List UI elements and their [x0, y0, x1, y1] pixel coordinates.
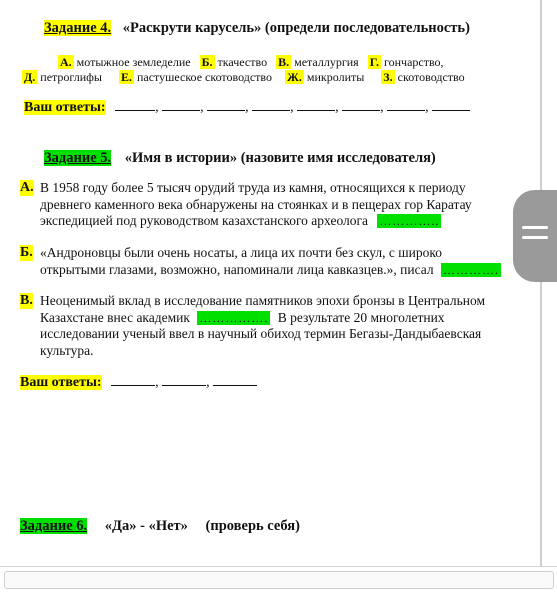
item-a-line: экспедицией под руководством казахстанского археолога [40, 213, 369, 228]
menu-line [522, 236, 548, 239]
task5-answers: Ваш ответы: , , [20, 375, 257, 391]
item-a-answer-blank[interactable]: ………….. [379, 214, 440, 228]
task4-title: «Раскрути карусель» (определи последовательность) [122, 20, 470, 36]
bottom-input-field[interactable] [4, 571, 554, 589]
item-c-line: Казахстане внес академик [40, 309, 190, 325]
answer-blank[interactable] [111, 385, 155, 386]
option-text-zh: микролиты [306, 70, 365, 84]
item-b-line: «Андроновцы были очень носаты, а лица их почти без скул, с широко [40, 245, 443, 260]
item-c-letter: В. [20, 293, 33, 308]
option-letter-zh: Ж. [287, 70, 302, 84]
item-b-answer-blank[interactable]: …………. [443, 262, 500, 277]
option-text-v: металлургия [294, 55, 359, 69]
task4-answers-label: Ваш ответы: [24, 100, 106, 115]
task5-answers-label: Ваш ответы: [20, 375, 102, 390]
answer-blank[interactable] [115, 110, 155, 111]
answer-blank[interactable] [207, 110, 245, 111]
answer-blank[interactable] [162, 385, 206, 386]
item-b-line: открытыми глазами, возможно, напоминали лица кавказцев.», писал [40, 261, 434, 277]
option-letter-g: Г. [369, 55, 379, 69]
task4-options-row2 [22, 70, 465, 85]
option-text-b: ткачество [217, 55, 268, 69]
item-a-letter: А. [20, 180, 34, 195]
answer-blank[interactable] [342, 110, 380, 111]
task4-heading [44, 20, 470, 37]
task6-label: Задание 6. [20, 518, 88, 534]
answer-blank[interactable] [162, 110, 200, 111]
item-c-answer-blank[interactable]: ……………. [199, 310, 269, 325]
option-text-a: мотыжное земледелие [76, 55, 191, 69]
task5-title: «Имя в истории» (назовите имя исследователя) [124, 150, 436, 166]
option-text-g: гончарство, [383, 55, 444, 69]
option-letter-a: А. [60, 55, 72, 69]
answer-blank[interactable] [213, 385, 257, 386]
option-letter-z: З. [383, 70, 393, 84]
option-letter-d: Д. [24, 70, 36, 84]
task6-subtitle: (проверь себя) [205, 518, 300, 534]
menu-line [522, 226, 548, 229]
task5-heading [44, 150, 436, 167]
item-c-line: исследовании ученый ввел в научный обиход термин Бегазы-Дандыбаевская [40, 326, 482, 341]
item-c-line: культура. [40, 342, 94, 358]
option-text-d: петроглифы [40, 70, 102, 84]
option-letter-v: В. [278, 55, 290, 69]
answer-blank[interactable] [432, 110, 470, 111]
task4-answers: Ваш ответы: , , , , , , , [24, 100, 470, 116]
option-letter-b: Б. [201, 55, 213, 69]
task4-options-row1 [58, 55, 444, 70]
option-text-z: скотоводство [397, 70, 465, 84]
task4-label: Задание 4. [44, 20, 112, 36]
answer-blank[interactable] [387, 110, 425, 111]
menu-lines-icon[interactable] [513, 190, 557, 282]
item-a-line: В 1958 году более 5 тысяч орудий труда из камня, относящихся к периоду [40, 180, 466, 195]
answer-blank[interactable] [252, 110, 290, 111]
task5-label: Задание 5. [44, 150, 112, 166]
bottom-bar [0, 566, 557, 593]
task6-heading [20, 518, 300, 535]
item-c-line: Неоценимый вклад в исследование памятников эпохи бронзы в Центральном [40, 293, 486, 308]
item-a-line: древнего каменного века обнаружены на стоянках и в пещерах гор Каратау [40, 196, 472, 212]
option-text-e: пастушеское скотоводство [136, 70, 273, 84]
task6-title: «Да» - «Нет» [104, 518, 188, 534]
answer-blank[interactable] [297, 110, 335, 111]
item-b-letter: Б. [20, 245, 33, 260]
item-c-line: В результате 20 многолетних [277, 309, 445, 325]
option-letter-e: Е. [120, 70, 132, 84]
